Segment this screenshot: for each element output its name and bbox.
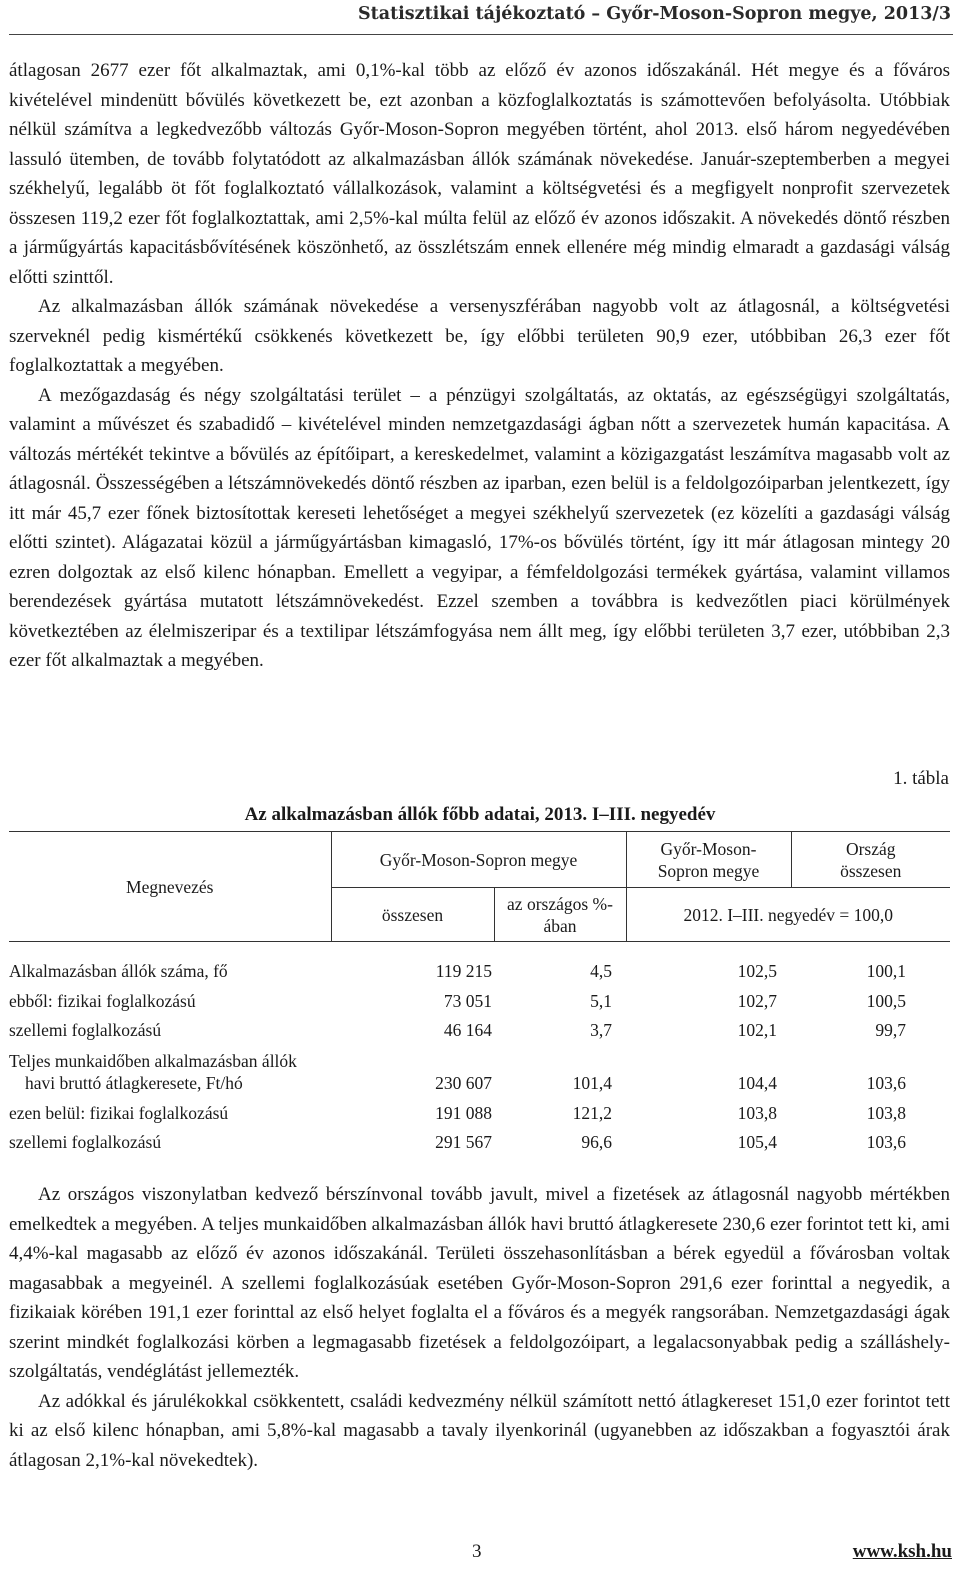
paragraph: Az országos viszonylatban kedvező bérszínvonal tovább javult, mivel a fizetések az átlagosnál nagyobb mértékben emelkedtek a megyében. A teljes munkaidőben alkalmazásban állók havi bruttó átlagkeresete 230,6 ezer forintot tett ki, ami 4,4%-kal magasabb az előző év azonos időszakánál. Területi összehasonlításban a bérek egyedül a fővárosban voltak magasabbak a megyeinél. A szellemi foglalkozásúak esetében Győr-Moson-Sopron 291,6 ezer forinttal a negyedik, a fizikaiak körében 191,1 ezer forinttal az első helyet foglalta el a főváros és a megyék rangsorában. Nemzetgazdasági ágak szerint mindkét foglalkozási körben a legmagasabb fizetések a feldolgozóipart, a legalacsonyabbak pedig a szálláshely-szolgáltatás, vendéglátást jellemezték. — [9, 1184, 950, 1382]
cell-index-county: 103,8 — [737, 1102, 777, 1123]
data-table — [9, 831, 950, 1153]
table-row — [9, 942, 950, 983]
cell-total: 291 567 — [435, 1132, 492, 1152]
column-header-county: Győr-Moson-Sopron megye — [331, 832, 626, 888]
cell-total: 73 051 — [443, 990, 492, 1011]
row-label: ebből: fizikai foglalkozású — [9, 990, 196, 1011]
cell-pct: 5,1 — [590, 990, 612, 1011]
cell-index-national: 100,5 — [866, 990, 906, 1011]
cell-total: 191 088 — [435, 1102, 492, 1123]
cell-total: 46 164 — [443, 1020, 492, 1040]
cell-pct: 3,7 — [590, 1020, 612, 1040]
row-label — [9, 1041, 331, 1094]
row-label: szellemi foglalkozású — [9, 1132, 162, 1152]
column-header-name: Megnevezés — [126, 876, 214, 897]
cell-index-national: 103,6 — [866, 1073, 906, 1093]
table-row — [9, 1094, 950, 1124]
header-title: Statisztikai tájékoztató – Győr-Moson-Sopron megye, 2013/3 — [358, 4, 951, 24]
body-text-bottom — [9, 1180, 950, 1475]
row-label-line1: Teljes munkaidőben alkalmazásban állók — [9, 1051, 297, 1071]
header-divider — [9, 34, 953, 35]
table-row — [9, 1124, 950, 1154]
cell-index-national: 103,6 — [866, 1132, 906, 1152]
cell-pct: 101,4 — [572, 1073, 612, 1093]
column-header-total: összesen — [331, 888, 494, 942]
cell-index-national: 103,8 — [866, 1102, 906, 1123]
body-text-top — [9, 56, 950, 676]
page-number: 3 — [472, 1541, 482, 1562]
cell-index-county: 102,1 — [737, 1020, 777, 1040]
cell-index-county: 102,7 — [737, 990, 777, 1011]
cell-total: 230 607 — [435, 1073, 492, 1093]
row-label-line2: havi bruttó átlagkeresete, Ft/hó — [25, 1073, 243, 1093]
cell-index-county: 105,4 — [737, 1132, 777, 1152]
cell-pct: 121,2 — [572, 1102, 612, 1123]
table-row — [9, 1012, 950, 1042]
cell-index-county: 104,4 — [737, 1073, 777, 1093]
column-header-national: Ország összesen — [791, 832, 950, 888]
paragraph: átlagosan 2677 ezer főt alkalmaztak, ami 0,1%-kal több az előző év azonos időszakánál. Hét megye és a főváros kivételével mindenütt bővülés következett be, ezt azonban a közfoglalkoztatás is számottevően befolyásolta. Utóbbiak nélkül számítva a legkedvezőbb változás Győr-Moson-Sopron megyében történt, ahol 2013. első három negyedévében lassuló ütemben, de tovább folytatódott az alkalmazásban állók számának növekedése. Január-szeptemberben a megyei székhelyű, legalább öt főt foglalkoztató vállalkozások, valamint a költségvetési és a megfigyelt nonprofit szervezetek összesen 119,2 ezer főt foglalkoztattak, ami 2,5%-kal múlta felül az előző év azonos időszakit. A növekedés döntő részben a járműgyártás kapacitásbővítésének köszönhető, az összlétszám ennek ellenére még mindig elmaradt a gazdasági válság előtti szinttől. — [9, 60, 950, 288]
footer-link[interactable]: www.ksh.hu — [852, 1541, 952, 1562]
table-title: Az alkalmazásban állók főbb adatai, 2013. I–III. negyedév — [244, 804, 716, 825]
cell-index-national: 99,7 — [875, 1020, 906, 1040]
cell-index-county: 102,5 — [737, 961, 777, 981]
cell-total: 119 215 — [435, 961, 492, 981]
row-label: ezen belül: fizikai foglalkozású — [9, 1102, 229, 1123]
table-row — [9, 982, 950, 1012]
table-number: 1. tábla — [893, 768, 949, 789]
row-label: szellemi foglalkozású — [9, 1020, 162, 1040]
cell-pct: 96,6 — [581, 1132, 612, 1152]
column-header-pct: az országos %-ában — [494, 888, 626, 942]
cell-index-national: 100,1 — [866, 961, 906, 981]
paragraph: A mezőgazdaság és négy szolgáltatási terület – a pénzügyi szolgáltatás, az oktatás, az egészségügyi szolgáltatás, valamint a művészet és szabadidő – kivételével minden nemzetgazdasági ágban nőtt a szervezetek humán kapacitása. A változás mértékét tekintve a bővülés az építőipart, a kereskedelmet, valamint a közigazgatást leszámítva magasabb volt az átlagosnál. Összességében a létszámnövekedés döntő részben az iparban, ezen belül is a feldolgozóiparban jelentkezett, így itt már 45,7 ezer főnek biztosítottak kereseti lehetőséget a megyei székhelyű szervezetek (ez közelíti a gazdasági válság előtti szintet). Alágazatai közül a járműgyártásban kimagasló, 17%-os bővülés történt, így itt már átlagosan mintegy 20 ezren dolgoztak az első kilenc hónapban. Emellett a vegyipar, a fémfeldolgozási termékek gyártása, valamint villamos berendezések gyártása mutatott létszámnövekedést. Ezzel szemben a továbbra is kedvezőtlen piaci körülmények következtében az élelmiszeripar és a textilipar létszámfogyása nem állt meg, így előbbi területen 3,7 ezer, utóbbiban 2,3 ezer főt alkalmaztak a megyében. — [9, 384, 950, 671]
column-header-base: 2012. I–III. negyedév = 100,0 — [626, 888, 950, 942]
column-header-county-index: Győr-Moson-Sopron megye — [626, 832, 791, 888]
table-row — [9, 1041, 950, 1094]
page-header — [0, 0, 951, 36]
paragraph: Az alkalmazásban állók számának növekedése a versenyszférában nagyobb volt az átlagosnál, a költségvetési szerveknél pedig kismértékű csökkenés következett be, így előbbi területen 90,9 ezer, utóbbiban 26,3 ezer főt foglalkoztattak a megyében. — [9, 296, 950, 376]
cell-pct: 4,5 — [590, 961, 612, 981]
row-label: Alkalmazásban állók száma, fő — [9, 961, 228, 981]
paragraph: Az adókkal és járulékokkal csökkentett, családi kedvezmény nélkül számított nettó átlagkereset 151,0 ezer forintot tett ki az első kilenc hónapban, ami 5,8%-kal magasabb a tavaly ilyenkorinál (ugyanebben az időszakban a fogyasztói árak átlagosan 2,1%-kal növekedtek). — [9, 1390, 950, 1471]
